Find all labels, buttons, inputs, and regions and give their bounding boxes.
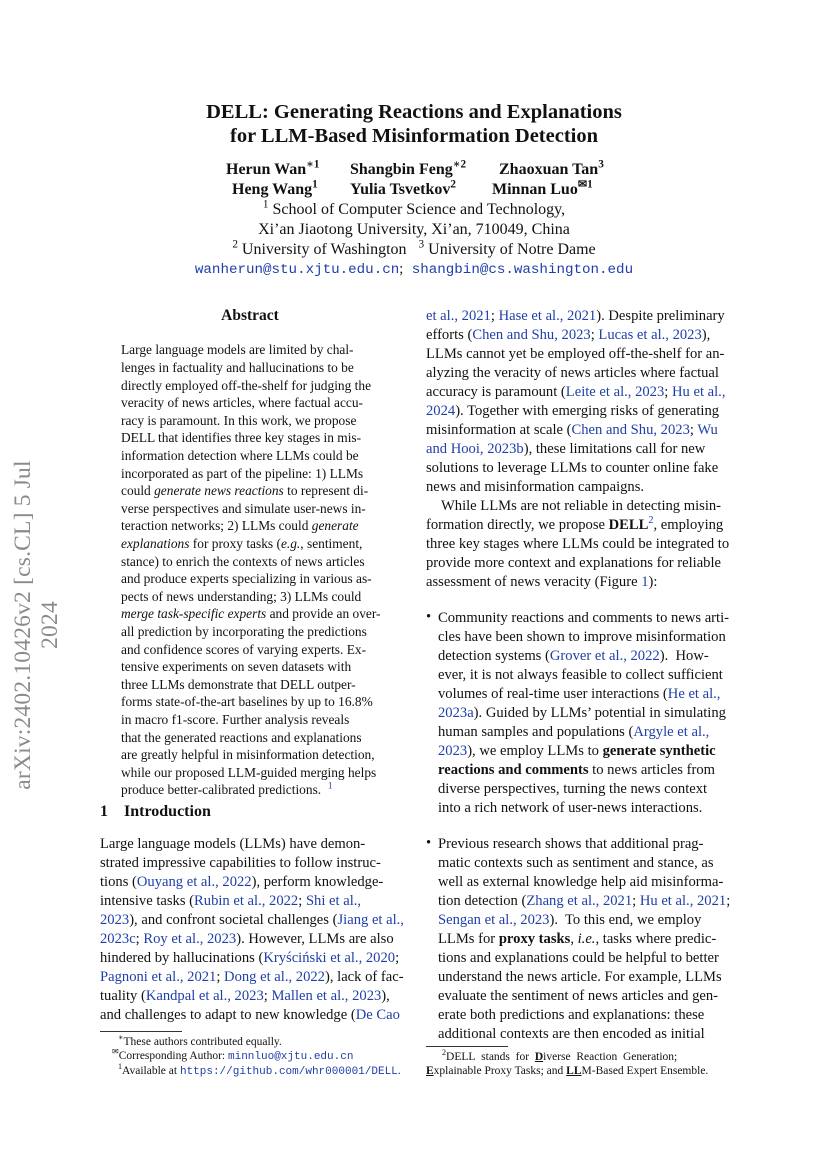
title-line-1: DELL: Generating Reactions and Explanations	[206, 101, 622, 123]
body-line: solutions to leverage LLMs to counter online fake	[426, 460, 719, 476]
abstract-line: verse perspectives and simulate user-news in-	[121, 501, 366, 516]
author-yulia-tsvetkov: Yulia Tsvetkov$^2$	[350, 178, 456, 198]
cite-hu-2024[interactable]: Hu et al.,	[671, 384, 726, 400]
bullet-line: understand the news article. For example, LLMs	[438, 969, 722, 985]
abstract-line: stance) to enrich the contexts of news articles	[121, 554, 365, 569]
abstract-line: information detection where LLMs could be	[121, 448, 359, 463]
bullet-marker: •	[426, 835, 432, 851]
cite-mallen[interactable]: Mallen et al., 2023	[271, 988, 382, 1004]
section-heading-introduction: 1 Introduction	[100, 803, 211, 820]
bullet-line: erate both predictions and explanations: these	[438, 1007, 705, 1023]
cite-lucas[interactable]: Lucas et al., 2023	[598, 327, 702, 343]
figure-ref-1[interactable]: 1	[641, 574, 649, 590]
affiliation-1-line-1: $^1$ School of Computer Science and Technology,	[262, 198, 566, 218]
abstract-line: lenges in factuality and hallucinations to be	[121, 360, 354, 375]
abstract-line: DELL that identifies three key stages in mis-	[121, 430, 362, 445]
abstract-line: directly employed off-the-shelf for judging the	[121, 378, 372, 393]
footnote-code-url: $^1$Available at https://github.com/whr000001/DELL.	[118, 1062, 401, 1078]
cite-chen-shu[interactable]: Chen and Shu, 2023	[472, 327, 591, 343]
bullet-line: reactions and comments to news articles from	[438, 762, 715, 778]
bullet-line: diverse perspectives, turning the news context	[438, 781, 708, 797]
bullet-marker: •	[426, 609, 432, 625]
abstract-line: could generate news reactions to represent di-	[121, 483, 369, 498]
intro-line: strated impressive capabilities to follow instruc-	[100, 855, 381, 871]
abstract-line: pects of news understanding; 3) LLMs could	[121, 589, 362, 604]
bullet-line: additional contexts are then encoded as initial	[438, 1026, 705, 1042]
author-herun-wan: Herun Wan$^{∗1}$	[226, 158, 320, 178]
affiliation-2-3: $^2$ University of Washington $^3$ University of Notre Dame	[232, 238, 596, 258]
cite-rubin[interactable]: Rubin et al., 2022	[194, 893, 299, 909]
footnote-equal-contribution: ∗These authors contributed equally.	[118, 1033, 282, 1048]
author-shangbin-feng: Shangbin Feng$^{∗2}$	[350, 158, 467, 178]
abstract-heading: Abstract	[221, 307, 279, 324]
cite-hase[interactable]: Hase et al., 2021	[498, 308, 597, 324]
bullet-line: detection systems (Grover et al., 2022). How-	[438, 648, 709, 664]
body-line: assessment of news veracity (Figure 1):	[426, 574, 658, 590]
cite-wu-hooi[interactable]: Wu	[697, 422, 718, 438]
bullet-line: tions and explanations could be helpful to better	[438, 950, 719, 966]
cite-zhang[interactable]: Zhang et al., 2021	[526, 893, 633, 909]
body-line: misinformation at scale (Chen and Shu, 2023; Wu	[426, 422, 718, 438]
author-emails: wanherun@stu.xjtu.edu.cn; shangbin@cs.washington.edu	[194, 261, 634, 278]
abstract-line: produce better-calibrated predictions. $^1$	[121, 781, 333, 797]
body-line: LLMs cannot yet be employed off-the-shelf for an-	[426, 346, 725, 362]
intro-line: tions (Ouyang et al., 2022), perform knowledge-	[100, 874, 384, 890]
intro-line: Pagnoni et al., 2021; Dong et al., 2022), lack of fac-	[100, 969, 404, 985]
intro-line: 2023), and confront societal challenges (Jiang et al.,	[100, 912, 404, 928]
paper-title	[0, 100, 828, 148]
bullet-line: volumes of real-time user interactions (He et al.,	[438, 686, 721, 702]
abstract-line: explanations for proxy tasks (e.g., sentiment,	[121, 536, 363, 551]
bullet-line: matic contexts such as sentiment and stance, as	[438, 855, 714, 871]
bullet-line: evaluate the sentiment of news articles and gen-	[438, 988, 719, 1004]
cite-dong[interactable]: Dong et al., 2022	[224, 969, 325, 985]
abstract-line: forms state-of-the-art baselines by up to 16.8%	[121, 694, 373, 709]
abstract-line: merge task-specific experts and provide an over-	[121, 606, 381, 621]
body-line: three key stages where LLMs could be integrated to	[426, 536, 730, 552]
bullet-line: human samples and populations (Argyle et al.,	[438, 724, 710, 740]
body-line: provide more context and explanations for reliable	[426, 555, 722, 571]
bullet-line: Sengan et al., 2023). To this end, we employ	[438, 912, 702, 928]
body-line: 2024). Together with emerging risks of generating	[426, 403, 720, 419]
body-line: While LLMs are not reliable in detecting misin-	[441, 498, 722, 514]
author-heng-wang: Heng Wang$^1$	[232, 178, 318, 198]
cite-kandpal[interactable]: Kandpal et al., 2023	[145, 988, 264, 1004]
intro-line: hindered by hallucinations (Kryściński et al., 2020;	[100, 950, 400, 966]
cite-grover[interactable]: Grover et al., 2022	[549, 648, 660, 664]
cite-pagnoni[interactable]: Pagnoni et al., 2021	[100, 969, 217, 985]
cite-decao[interactable]: De Cao	[355, 1007, 400, 1023]
footnote-dell-acronym: $^2$DELL stands for Diverse Reaction Generation;	[442, 1048, 678, 1063]
body-line: accuracy is paramount (Leite et al., 2023; Hu et al.,	[426, 384, 726, 400]
cite-hu-2021[interactable]: Hu et al., 2021	[639, 893, 727, 909]
abstract-line: Large language models are limited by chal-	[121, 342, 354, 357]
footnote-dell-acronym-line-2: Explainable Proxy Tasks; and LLM-Based Expert Ensemble.	[426, 1065, 709, 1077]
body-line: news and misinformation campaigns.	[426, 479, 645, 495]
abstract-line: incorporated as part of the pipeline: 1) LLMs	[121, 466, 364, 481]
cite-roy[interactable]: Roy et al., 2023	[143, 931, 237, 947]
body-line: et al., 2021; Hase et al., 2021). Despite preliminary	[426, 308, 725, 324]
abstract-line: and confidence scores of varying experts. Ex-	[121, 642, 367, 657]
author-zhaoxuan-tan: Zhaoxuan Tan$^3$	[499, 158, 604, 178]
cite-shi[interactable]: Shi et al.,	[305, 893, 362, 909]
bullet-line: LLMs for proxy tasks, i.e., tasks where predic-	[438, 931, 717, 947]
intro-line: intensive tasks (Rubin et al., 2022; Shi et al.,	[100, 893, 362, 909]
abstract-line: in macro f1-score. Further analysis reveals	[121, 712, 350, 727]
footnote-rule-right	[426, 1046, 508, 1047]
bullet-line: 2023), we employ LLMs to generate synthetic	[438, 743, 716, 759]
bullet-line: well as external knowledge help aid misinforma-	[438, 874, 724, 890]
cite-kryscinski[interactable]: Kryściński et al., 2020	[263, 950, 396, 966]
abstract-line: veracity of news articles, where factual accu-	[121, 395, 364, 410]
abstract-line: tensive experiments on seven datasets with	[121, 659, 352, 674]
intro-line: and challenges to adapt to new knowledge (De Cao	[100, 1007, 400, 1023]
intro-line: 2023c; Roy et al., 2023). However, LLMs are also	[100, 931, 394, 947]
bullet-line: 2023a). Guided by LLMs’ potential in simulating	[438, 705, 726, 721]
corresponding-email-link[interactable]: minnluo@xjtu.edu.cn	[228, 1051, 354, 1063]
abstract-line: are greatly helpful in misinformation detection,	[121, 747, 375, 762]
bullet-line: Previous research shows that additional prag-	[438, 836, 704, 852]
bullet-line: tion detection (Zhang et al., 2021; Hu et al., 2021;	[438, 893, 731, 909]
arxiv-stamp: arXiv:2402.10426v2 [cs.CL] 5 Jul 2024	[10, 460, 63, 790]
footnote-corresponding-author: ✉Corresponding Author: minnluo@xjtu.edu.cn	[112, 1047, 354, 1063]
cite-ouyang[interactable]: Ouyang et al., 2022	[136, 874, 252, 890]
title-line-2: for LLM-Based Misinformation Detection	[230, 125, 598, 147]
bullet-line: cles have been shown to improve misinformation	[438, 629, 726, 645]
body-line: alyzing the veracity of news articles where factual	[426, 365, 719, 381]
github-link[interactable]: https://github.com/whr000001/DELL	[179, 1066, 398, 1078]
abstract-line: while our proposed LLM-guided merging helps	[121, 765, 377, 780]
abstract-line: all prediction by incorporating the predictions	[121, 624, 367, 639]
bullet-line: Community reactions and comments to news arti-	[438, 610, 730, 626]
footnote-rule-left	[100, 1031, 182, 1032]
email-link-2[interactable]: shangbin@cs.washington.edu	[411, 262, 634, 278]
cite-he[interactable]: He et al.,	[667, 686, 721, 702]
intro-line: tuality (Kandpal et al., 2023; Mallen et al., 2023),	[100, 988, 390, 1004]
cite-jiang[interactable]: Jiang et al.,	[337, 912, 404, 928]
intro-line: Large language models (LLMs) have demon-	[100, 836, 366, 852]
abstract-line: that the generated reactions and explanations	[121, 730, 362, 745]
footnote-ref-1[interactable]: 1	[327, 781, 333, 792]
affiliation-1-line-2: Xi’an Jiaotong University, Xi’an, 710049, China	[258, 221, 570, 238]
abstract-line: three LLMs demonstrate that DELL outper-	[121, 677, 356, 692]
author-minnan-luo: Minnan Luo$^{✉1}$	[492, 178, 593, 198]
cite-leite[interactable]: Leite et al., 2023	[565, 384, 665, 400]
body-line: efforts (Chen and Shu, 2023; Lucas et al., 2023),	[426, 327, 711, 343]
bullet-line: ever, it is not always feasible to collect sufficient	[438, 667, 723, 683]
abstract-line: teraction networks; 2) LLMs could generate	[121, 518, 359, 533]
abstract-line: and produce experts specializing in various as-	[121, 571, 372, 586]
email-link-1[interactable]: wanherun@stu.xjtu.edu.cn	[194, 262, 400, 278]
cite-argyle[interactable]: Argyle et al.,	[633, 724, 710, 740]
footnote-ref-2[interactable]: 2	[648, 515, 654, 527]
cite-sengan[interactable]: Sengan et al., 2023	[438, 912, 550, 928]
abstract-line: racy is paramount. In this work, we propose	[121, 413, 357, 428]
bullet-line: into a rich network of user-news interactions.	[438, 800, 703, 816]
body-line: formation directly, we propose DELL$^2$, employing	[426, 515, 724, 533]
body-line: and Hooi, 2023b), these limitations call for new	[426, 441, 706, 457]
